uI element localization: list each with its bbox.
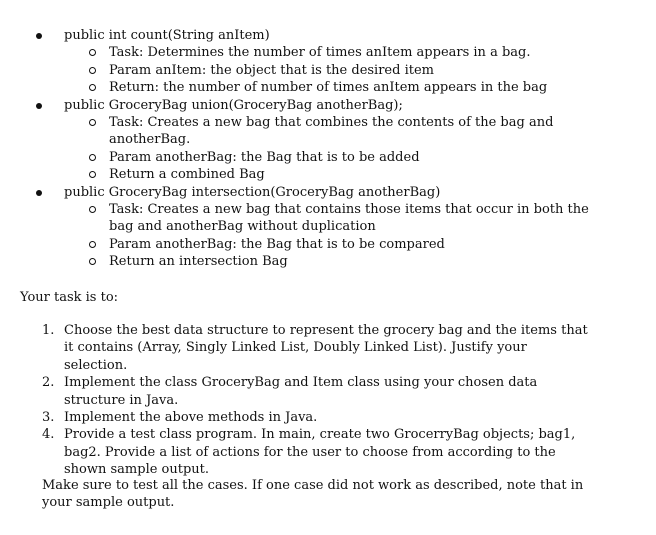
step-text: Implement the class GroceryBag and Item class using your chosen data structure in Java. [64,375,538,408]
method-item-union [0,97,656,184]
bullet-icon [36,190,42,196]
detail-text: Param anotherBag: the Bag that is to be added [109,149,420,165]
method-detail [109,201,589,236]
task-step [0,374,594,409]
method-signature: public int count(String anItem) [64,28,270,43]
bullet-icon [36,103,42,109]
method-list [0,27,656,271]
step-number: 3. [42,410,55,426]
method-item-count [0,27,656,97]
step-number: 1. [42,323,55,338]
circle-bullet-icon [89,206,96,213]
detail-text: Return a combined Bag [109,167,265,183]
testing-note: Make sure to test all the cases. If one case did not work as described, note that in your sample output. [42,478,584,511]
detail-text: Task: Creates a new bag that contains those items that occur in both the bag and anotherBag without duplication [109,202,589,235]
method-details [64,201,656,271]
method-detail [109,114,589,149]
task-step [0,426,594,478]
detail-text: Task: Creates a new bag that combines the contents of the bag and anotherBag. [109,115,554,148]
circle-bullet-icon [89,84,96,91]
method-detail [109,62,589,79]
detail-text: Param anItem: the object that is the desired item [109,62,434,78]
circle-bullet-icon [89,258,96,265]
circle-bullet-icon [89,171,96,178]
detail-text: Param anotherBag: the Bag that is to be compared [109,236,445,252]
circle-bullet-icon [89,154,96,161]
circle-bullet-icon [89,49,96,56]
task-steps [0,322,656,479]
bullet-icon [36,33,42,39]
circle-bullet-icon [89,241,96,248]
task-heading: Your task is to: [20,290,119,305]
circle-bullet-icon [89,119,96,126]
detail-text: Return an intersection Bag [109,254,288,270]
method-details [64,44,656,96]
method-signature: public GroceryBag union(GroceryBag anotherBag); [64,97,403,113]
method-detail [109,236,589,253]
method-detail [109,44,589,61]
method-details [64,114,656,184]
detail-text: Task: Determines the number of times anItem appears in a bag. [109,45,531,61]
method-detail [109,149,589,166]
step-number: 2. [42,375,55,391]
method-detail [109,253,589,270]
task-step [0,322,594,374]
method-detail [109,166,589,183]
detail-text: Return: the number of number of times anItem appears in the bag [109,80,548,96]
method-signature: public GroceryBag intersection(GroceryBag anotherBag) [64,184,441,200]
method-item-intersection [0,184,656,271]
step-text: Choose the best data structure to represent the grocery bag and the items that it contains (Array, Singly Linked List, Doubly Linked List). Justify your selection. [64,323,588,373]
method-detail [109,79,589,96]
task-step [0,409,594,426]
circle-bullet-icon [89,67,96,74]
step-text: Provide a test class program. In main, create two GrocerryBag objects; bag1, bag2. Provide a list of actions for the user to choose from according to the shown sample output. [64,427,576,478]
step-number: 4. [42,427,55,443]
step-text: Implement the above methods in Java. [64,410,318,426]
